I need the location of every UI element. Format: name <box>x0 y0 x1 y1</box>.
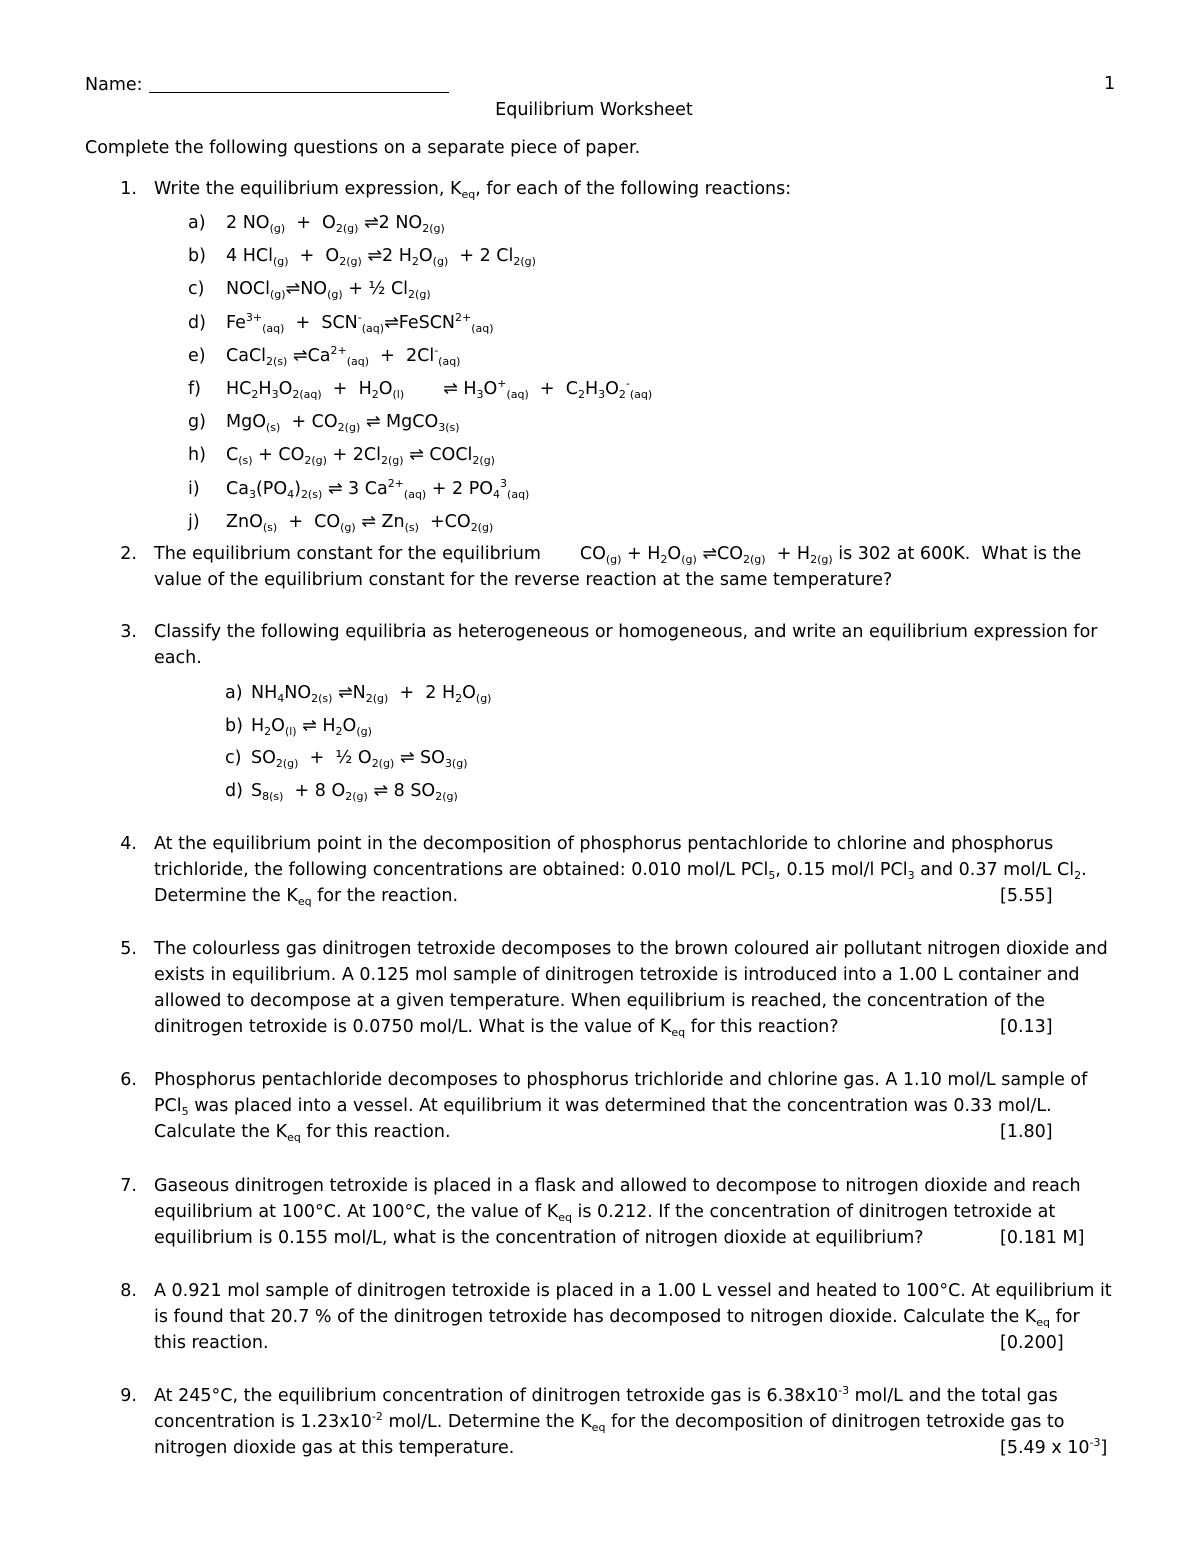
part-label: b) <box>188 246 206 267</box>
question-text-line: Phosphorus pentachloride decomposes to phosphorus trichloride and chlorine gas. A 1.10 mol/L sample of <box>154 1070 1088 1090</box>
question-text-line: this reaction. <box>154 1333 269 1353</box>
part-label: j) <box>188 511 200 532</box>
question-text-line: trichloride, the following concentrations are obtained: 0.010 mol/L PCl$_5$, 0.15 mol/l PCl$_3$ and 0.37 mol/L $Cl_2$. <box>154 860 1087 882</box>
question-number: 1. <box>120 179 137 199</box>
part-label: g) <box>188 412 206 433</box>
question-text-line: exists in equilibrium. A 0.125 mol sample of dinitrogen tetroxide is introduced into a 1.00 L container and <box>154 965 1080 985</box>
instructions: Complete the following questions on a separate piece of paper. <box>85 138 641 158</box>
question-number: 7. <box>120 1176 137 1196</box>
question-text-line: nitrogen dioxide gas at this temperature. <box>154 1438 515 1458</box>
name-field-label: Name: <box>85 74 449 95</box>
question-text-line: Gaseous dinitrogen tetroxide is placed in a flask and allowed to decompose to nitrogen dioxide and reach <box>154 1176 1081 1196</box>
part-label: a) <box>188 213 206 233</box>
answer-key: [5.49 x $10^{-3}$] <box>1000 1436 1108 1458</box>
question-text-line: allowed to decompose at a given temperature. When equilibrium is reached, the concentration of the <box>154 991 1045 1011</box>
question-text-line: each. <box>154 648 202 668</box>
question-text-line: Classify the following equilibria as heterogeneous or homogeneous, and write an equilibrium expression for <box>154 622 1098 642</box>
chemical-equation: $Fe^{3+}_{(aq)}$ + $SCN^-_{(aq)}\rightleftharpoons FeSCN^{2+}_{(aq)}$ <box>226 310 494 335</box>
chemical-equation: $Ca_3(PO_4)_{2(s)}$ ⇌ 3 $Ca^{2+}_{(aq)} + 2$ $PO_4^3_{(aq)}$ <box>226 476 530 501</box>
chemical-equation: $HC_2H_3O_{2(aq)} + H_2O_{(l)}$ ⇌ $H_3O^+_{(aq)} + C_2H_3O_2^-_{(aq)}$ <box>226 377 653 401</box>
question-text-line: The equilibrium constant for the equilibrium $CO_{(g)} + H_2O_{(g)}$ $\rightleftharpoons CO_{2(g)} + H_{2(g)}$ is 302 at 600K. What is the <box>154 544 1082 566</box>
chemical-equation: $SO_{2(g)}$ + ½ $O_{2(g)}$ ⇌ $SO_{3(g)}$ <box>251 748 468 770</box>
chemical-equation: $C_{(s)} + CO_{2(g)} + 2Cl_{2(g)}$ ⇌ COCl$_{2(g)}$ <box>226 445 495 468</box>
question-number: 2. <box>120 544 137 564</box>
part-label: a) <box>225 683 243 703</box>
question-number: 6. <box>120 1070 137 1090</box>
chemical-equation: $H_2O_{(l)}$ ⇌ $H_2O_{(g)}$ <box>251 715 372 738</box>
chemical-equation: $NOCl_{(g)}\rightleftharpoons NO_{(g)}$ + ½ $Cl_{2(g)}$ <box>226 279 431 302</box>
question-text-line: equilibrium at 100°C. At 100°C, the value of $K_{eq}$ is 0.212. If the concentration of dinitrogen tetroxide at <box>154 1202 1056 1224</box>
question-text-line: dinitrogen tetroxide is 0.0750 mol/L. What is the value of $K_{eq}$ for this reaction? <box>154 1017 839 1039</box>
part-label: c) <box>188 279 205 300</box>
question-text-line: equilibrium is 0.155 mol/L, what is the concentration of nitrogen dioxide at equilibrium? <box>154 1228 924 1248</box>
question-text-line: Calculate the $K_{eq}$ for this reaction. <box>154 1122 451 1144</box>
question-number: 8. <box>120 1281 137 1301</box>
question-text-line: A 0.921 mol sample of dinitrogen tetroxide is placed in a 1.00 L vessel and heated to 100°C. At equilibrium it <box>154 1281 1112 1301</box>
question-number: 3. <box>120 622 137 642</box>
page-title: Equilibrium Worksheet <box>495 100 693 120</box>
question-text: Write the equilibrium expression, $K_{eq}$, for each of the following reactions: <box>154 179 792 201</box>
question-number: 5. <box>120 939 137 959</box>
part-label: c) <box>225 748 242 768</box>
question-text-line: Determine the $K_{eq}$ for the reaction. <box>154 886 459 908</box>
chemical-equation: CaCl$_{2(s)}$ $\rightleftharpoons Ca^{2+}_{(aq)} + 2Cl^-_{(aq)}$ <box>226 343 461 368</box>
answer-key: [0.181 M] <box>1000 1228 1085 1248</box>
question-number: 4. <box>120 834 137 854</box>
answer-key: [0.200] <box>1000 1333 1064 1353</box>
name-input-line[interactable] <box>149 74 449 93</box>
part-label: d) <box>225 780 243 801</box>
chemical-equation: $S_{8(s)} + 8$ $O_{2(g)}$ ⇌ 8 $SO_{2(g)}$ <box>251 780 458 803</box>
chemical-equation: $MgO_{(s)} + CO_{2(g)}$ ⇌ MgCO$_{3(s)}$ <box>226 412 460 435</box>
question-text-line: PCl$_5$ was placed into a vessel. At equilibrium it was determined that the concentration was 0.33 mol/L. <box>154 1096 1052 1118</box>
part-label: h) <box>188 445 206 466</box>
page-number: 1 <box>1104 74 1116 94</box>
question-text-line: At 245°C, the equilibrium concentration of dinitrogen tetroxide gas is $6.38x10^{-3}$ mol/L and the total gas <box>154 1384 1058 1406</box>
part-label: i) <box>188 478 200 499</box>
part-label: d) <box>188 312 206 333</box>
part-label: f) <box>188 379 201 399</box>
chemical-equation: $ZnO_{(s)} + CO_{(g)}$ ⇌ $Zn_{(s)} +CO_{2(g)}$ <box>226 511 494 534</box>
question-text-line: value of the equilibrium constant for the reverse reaction at the same temperature? <box>154 570 893 590</box>
chemical-equation: 4 $HCl_{(g)} + O_{2(g)}$ ⇌2 $H_2O_{(g)} + 2$ $Cl_{2(g)}$ <box>226 246 536 269</box>
question-text-line: At the equilibrium point in the decomposition of phosphorus pentachloride to chlorine and phosphorus <box>154 834 1054 854</box>
answer-key: [0.13] <box>1000 1017 1053 1037</box>
chemical-equation: 2 $NO_{(g)} + O_{2(g)}$ ⇌2 $NO_{2(g)}$ <box>226 213 445 235</box>
chemical-equation: $NH_4NO_{2(s)}$ $\rightleftharpoons N_{2(g)} + 2$ $H_2O_{(g)}$ <box>251 683 492 705</box>
question-text-line: concentration is $1.23x10^{-2}$ mol/L. Determine the $K_{eq}$ for the decomposition of dinitrogen tetroxide gas to <box>154 1410 1065 1434</box>
part-label: e) <box>188 345 206 366</box>
question-number: 9. <box>120 1386 137 1406</box>
answer-key: [1.80] <box>1000 1122 1053 1142</box>
question-text-line: The colourless gas dinitrogen tetroxide decomposes to the brown coloured air pollutant nitrogen dioxide and <box>154 939 1108 959</box>
part-label: b) <box>225 715 243 736</box>
answer-key: [5.55] <box>1000 886 1053 906</box>
question-text-line: is found that 20.7 % of the dinitrogen tetroxide has decomposed to nitrogen dioxide. Calculate the $K_{eq}$ for <box>154 1307 1080 1329</box>
